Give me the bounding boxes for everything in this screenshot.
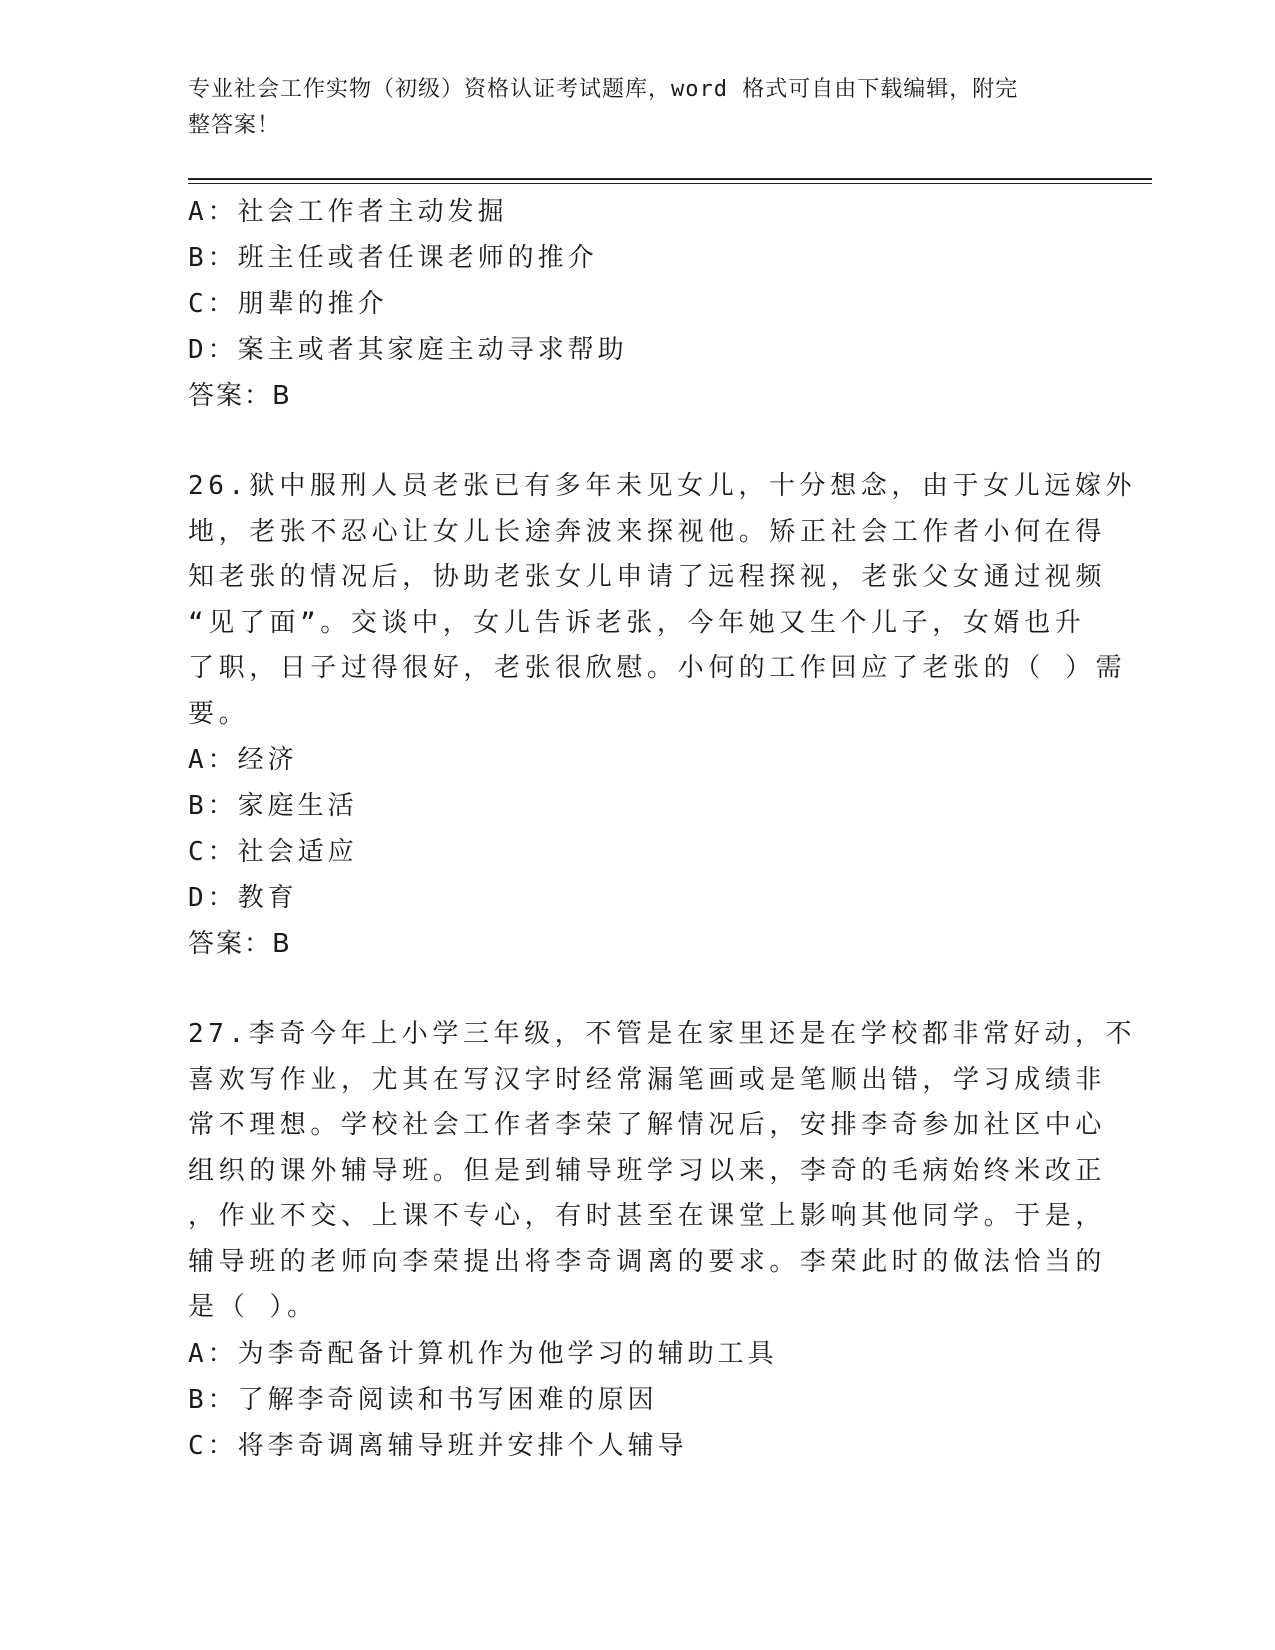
question-line: ，作业不交、上课不专心，有时甚至在课堂上影响其他同学。于是， [188, 1201, 1107, 1231]
question-line: 喜欢写作业，尤其在写汉字时经常漏笔画或是笔顺出错，学习成绩非 [188, 1064, 1107, 1095]
question-text [188, 464, 1137, 737]
question-line: 地，老张不忍心让女儿长途奔波来探视他。矫正社会工作者小何在得 [188, 516, 1107, 547]
question-line: 辅导班的老师向李荣提出将李奇调离的要求。李荣此时的做法恰当的 [188, 1246, 1107, 1277]
header-divider-thick [188, 178, 1152, 180]
question-line: 是（ ）。 [188, 1292, 318, 1322]
option-a: A：社会工作者主动发掘 [188, 197, 508, 227]
option-c: C：将李奇调离辅导班并安排个人辅导 [188, 1430, 688, 1461]
header-divider-thin [188, 183, 1152, 184]
option-b: B：班主任或者任课老师的推介 [188, 243, 598, 273]
question-25 [188, 189, 1068, 419]
option-a: A：经济 [188, 745, 298, 775]
question-26 [188, 464, 1137, 967]
option-a: A：为李奇配备计算机作为他学习的辅助工具 [188, 1338, 778, 1369]
document-body [188, 189, 1137, 1469]
option-c: C：朋辈的推介 [188, 289, 388, 319]
answer: 答案：B [188, 381, 292, 411]
document-header [188, 72, 1068, 144]
question-line: 知老张的情况后，协助老张女儿申请了远程探视，老张父女通过视频 [188, 562, 1107, 592]
question-line: 常不理想。学校社会工作者李荣了解情况后，安排李奇参加社区中心 [188, 1110, 1107, 1140]
question-27 [188, 1012, 1137, 1469]
spacer [188, 967, 1068, 1012]
header-line-1: 专业社会工作实物（初级）资格认证考试题库，word 格式可自由下载编辑，附完 [188, 77, 1019, 102]
option-b: B：家庭生活 [188, 791, 358, 821]
question-line: 26.狱中服刑人员老张已有多年未见女儿，十分想念，由于女儿远嫁外 [188, 471, 1137, 501]
option-d: D：教育 [188, 883, 298, 913]
question-text [188, 1012, 1137, 1331]
option-d: D：案主或者其家庭主动寻求帮助 [188, 335, 628, 365]
question-line: 组织的课外辅导班。但是到辅导班学习以来，李奇的毛病始终米改正 [188, 1155, 1107, 1186]
question-line: 27.李奇今年上小学三年级，不管是在家里还是在学校都非常好动，不 [188, 1019, 1137, 1049]
question-line: 要。 [188, 698, 250, 729]
spacer [188, 419, 1068, 464]
header-line-2: 整答案！ [188, 113, 281, 138]
question-line: “见了面”。交谈中，女儿告诉老张，今年她又生个儿子，女婿也升 [188, 607, 1086, 638]
option-b: B：了解李奇阅读和书写困难的原因 [188, 1384, 658, 1415]
option-c: C：社会适应 [188, 837, 358, 867]
question-line: 了职，日子过得很好，老张很欣慰。小何的工作回应了老张的（ ）需 [188, 653, 1127, 683]
answer: 答案：B [188, 929, 292, 959]
